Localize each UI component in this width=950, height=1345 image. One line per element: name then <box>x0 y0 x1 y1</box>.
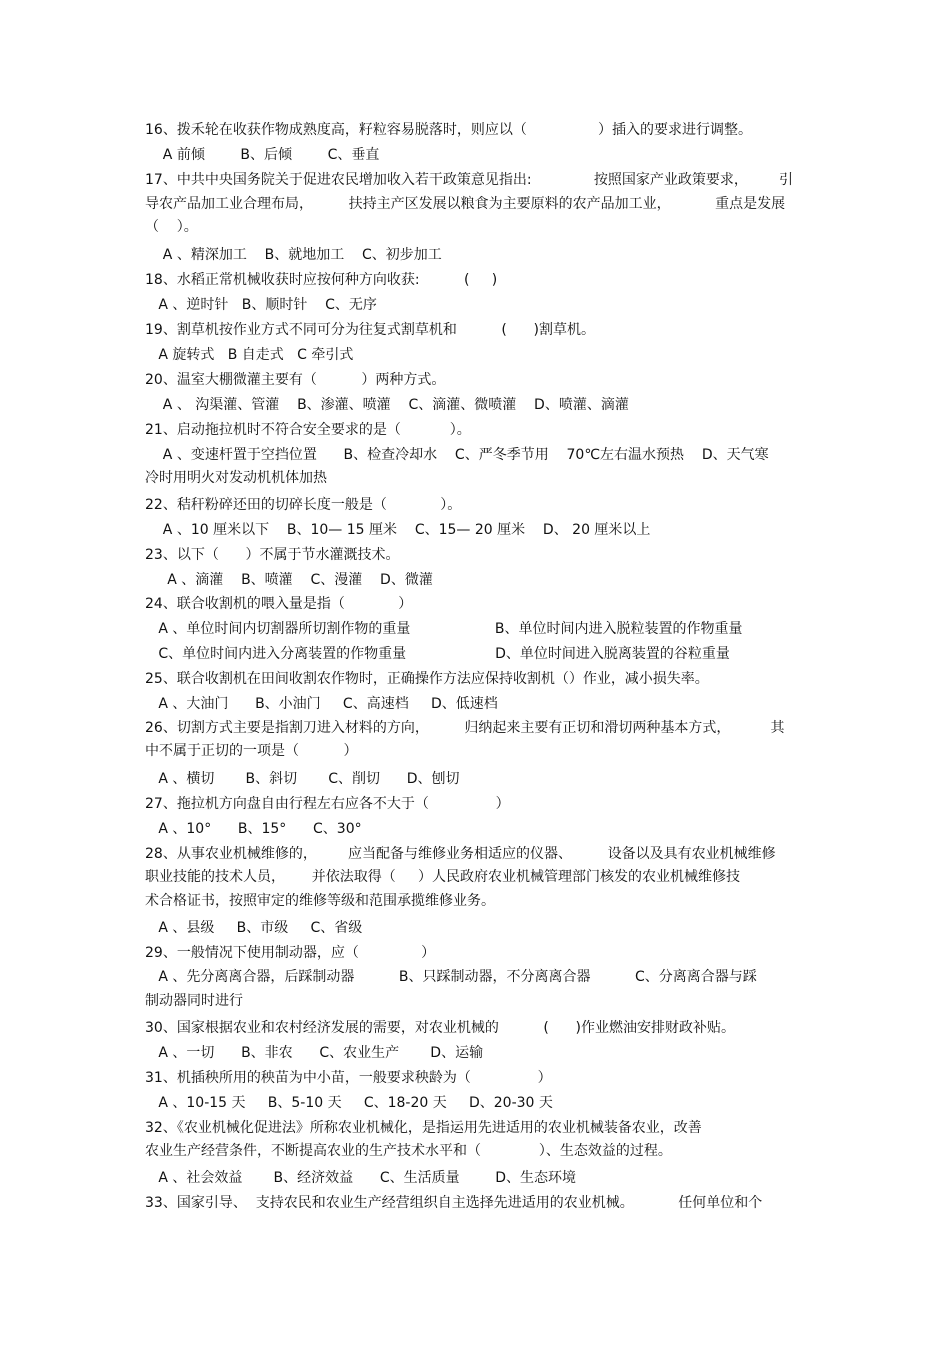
q22-options: A 、10 厘米以下 B、10— 15 厘米 C、15— 20 厘米 D、 20 厘米以上 <box>145 522 651 538</box>
q29-stem: 29、一般情况下使用制动器，应（ ） <box>145 945 436 961</box>
q19-stem: 19、割草机按作业方式不同可分为往复式割草机和 ( )割草机。 <box>145 322 595 338</box>
q25-stem: 25、联合收割机在田间收割农作物时，正确操作方法应保持收割机（）作业，减小损失率。 <box>145 671 709 687</box>
q29-options-line1: A 、先分离离合器，后踩制动器 B、只踩制动器，不分离离合器 C、分离离合器与踩 <box>145 969 757 985</box>
q32-stem-line1: 32、《农业机械化促进法》所称农业机械化，是指运用先进适用的农业机械装备农业，改善 <box>145 1120 702 1136</box>
q21-stem: 21、启动拖拉机时不符合安全要求的是（ ）。 <box>145 422 471 438</box>
q18-stem: 18、水稻正常机械收获时应按何种方向收获: ( ) <box>145 272 498 288</box>
q29-options-line2: 制动器同时进行 <box>145 993 243 1009</box>
q30-options: A 、一切 B、非农 C、农业生产 D、运输 <box>145 1045 484 1061</box>
q27-stem: 27、拖拉机方向盘自由行程左右应各不大于（ ） <box>145 796 510 812</box>
q17-stem-line2: 导农产品加工业合理布局， 扶持主产区发展以粮食为主要原料的农产品加工业， 重点是发展 <box>145 196 786 212</box>
q32-options: A 、社会效益 B、经济效益 C、生活质量 D、生态环境 <box>145 1170 576 1186</box>
q26-options: A 、横切 B、斜切 C、削切 D、刨切 <box>145 771 460 787</box>
q26-stem-line2: 中不属于正切的一项是（ ） <box>145 743 358 759</box>
q33-stem: 33、国家引导、 支持农民和农业生产经营组织自主选择先进适用的农业机械。 任何单位和个 <box>145 1195 763 1211</box>
q24-options-line2: C、单位时间内进入分离装置的作物重量 D、单位时间进入脱离装置的谷粒重量 <box>145 646 730 662</box>
q17-options: A 、精深加工 B、就地加工 C、初步加工 <box>145 247 442 263</box>
q21-options-line2: 冷时用明火对发动机机体加热 <box>145 470 327 486</box>
q31-stem: 31、机插秧所用的秧苗为中小苗，一般要求秧龄为（ ） <box>145 1070 552 1086</box>
q31-options: A 、10-15 天 B、5-10 天 C、18-20 天 D、20-30 天 <box>145 1095 553 1111</box>
q27-options: A 、10° B、15° C、30° <box>145 821 362 837</box>
q17-stem-line1: 17、中共中央国务院关于促进农民增加收入若干政策意见指出: 按照国家产业政策要求， 引 <box>145 172 793 188</box>
q19-options: A 旋转式 B 自走式 C 牵引式 <box>145 347 354 363</box>
q30-stem: 30、国家根据农业和农村经济发展的需要，对农业机械的 ( )作业燃油安排财政补贴。 <box>145 1020 735 1036</box>
q28-stem-line3: 术合格证书，按照审定的维修等级和范围承揽维修业务。 <box>145 893 495 909</box>
q17-stem-line3: （ ）。 <box>145 219 198 235</box>
q16-stem: 16、拨禾轮在收获作物成熟度高，籽粒容易脱落时，则应以（ ）插入的要求进行调整。 <box>145 122 753 138</box>
q28-stem-line2: 职业技能的技术人员， 并依法取得（ ）人民政府农业机械管理部门核发的农业机械维修技 <box>145 869 740 885</box>
q32-stem-line2: 农业生产经营条件，不断提高农业的生产技术水平和（ ）、生态效益的过程。 <box>145 1143 672 1159</box>
q23-options: A 、滴灌 B、喷灌 C、漫灌 D、微灌 <box>145 572 433 588</box>
q21-options-line1: A 、变速杆置于空挡位置 B、检查冷却水 C、严冬季节用 70℃左右温水预热 D、天气寒 <box>145 447 769 463</box>
q26-stem-line1: 26、切割方式主要是指割刀进入材料的方向， 归纳起来主要有正切和滑切两种基本方式， 其 <box>145 720 785 736</box>
q22-stem: 22、秸秆粉碎还田的切碎长度一般是（ ）。 <box>145 497 462 513</box>
q18-options: A 、逆时针 B、顺时针 C、无序 <box>145 297 377 313</box>
q28-stem-line1: 28、从事农业机械维修的， 应当配备与维修业务相适应的仪器、 设备以及具有农业机械维修 <box>145 846 776 862</box>
q24-stem: 24、联合收割机的喂入量是指（ ） <box>145 596 413 612</box>
q24-options-line1: A 、单位时间内切割器所切割作物的重量 B、单位时间内进入脱粒装置的作物重量 <box>145 621 743 637</box>
q23-stem: 23、以下（ ）不属于节水灌溉技术。 <box>145 547 400 563</box>
q28-options: A 、县级 B、市级 C、省级 <box>145 920 363 936</box>
q25-options: A 、大油门 B、小油门 C、高速档 D、低速档 <box>145 696 498 712</box>
q20-options: A 、 沟渠灌、管灌 B、渗灌、喷灌 C、滴灌、微喷灌 D、喷灌、滴灌 <box>145 397 629 413</box>
q20-stem: 20、温室大棚微灌主要有（ ）两种方式。 <box>145 372 446 388</box>
q16-options: A 前倾 B、后倾 C、垂直 <box>145 147 380 163</box>
